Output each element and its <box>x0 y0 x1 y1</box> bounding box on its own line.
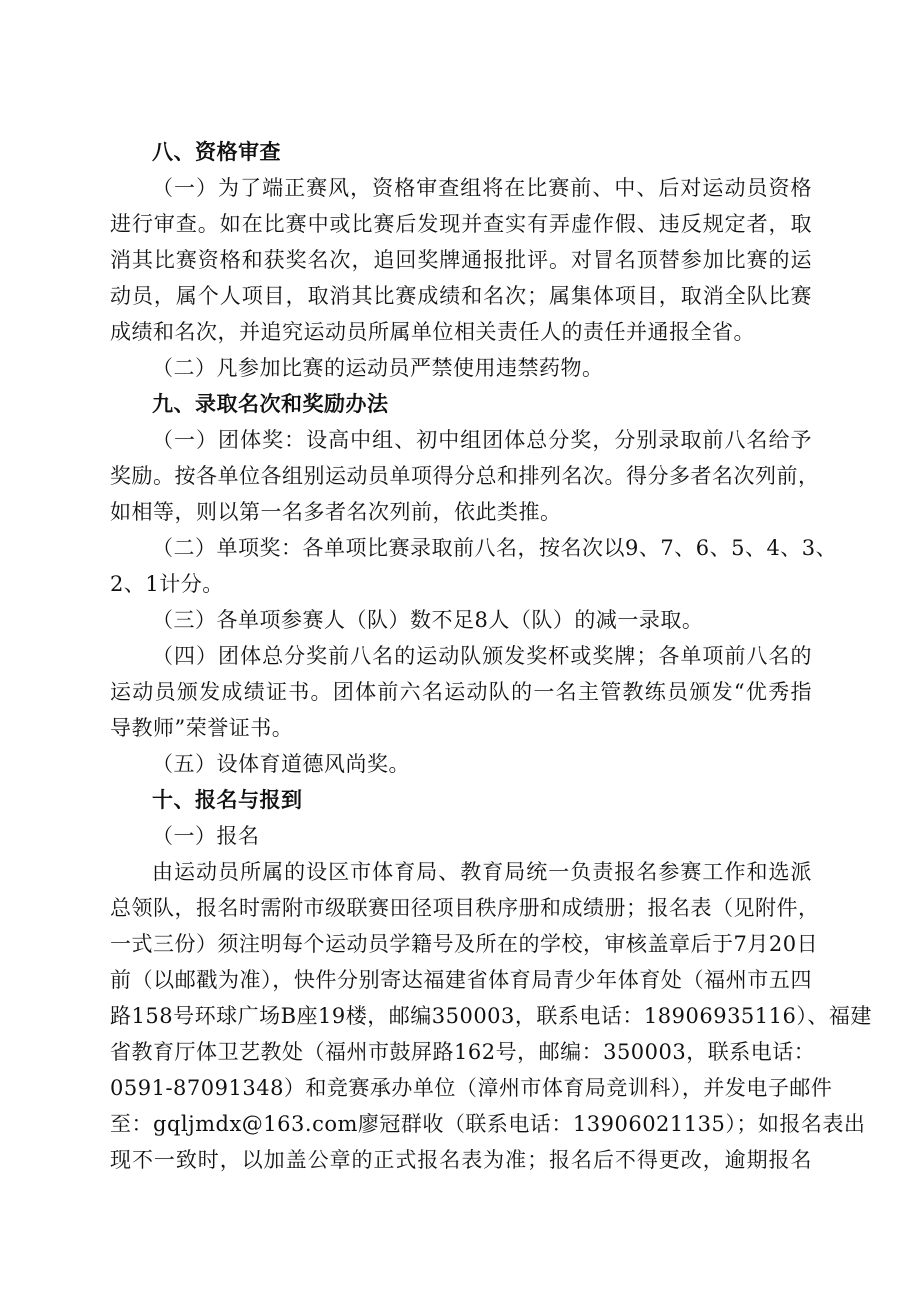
paragraph-line: 动员，属个人项目，取消其比赛成绩和名次；属集体项目，取消全队比赛 <box>110 284 812 308</box>
paragraph-line: 现不一致时，以加盖公章的正式报名表为准；报名后不得更改，逾期报名 <box>110 1148 812 1172</box>
paragraph-line: 路158号环球广场B座19楼，邮编350003，联系电话：18906935116）、福建 <box>110 1004 872 1028</box>
paragraph-line: （一）为了端正赛风，资格审查组将在比赛前、中、后对运动员资格 <box>152 176 812 200</box>
paragraph-line: 2、1计分。 <box>110 572 224 596</box>
paragraph-line: （四）团体总分奖前八名的运动队颁发奖杯或奖牌；各单项前八名的 <box>152 644 812 668</box>
section-heading-9: 九、录取名次和奖励办法 <box>152 392 389 416</box>
section-heading-10: 十、报名与报到 <box>152 788 303 812</box>
paragraph-line: 总领队，报名时需附市级联赛田径项目秩序册和成绩册；报名表（见附件， <box>110 896 820 920</box>
paragraph-line: （二）单项奖：各单项比赛录取前八名，按名次以9、7、6、5、4、3、 <box>152 536 838 560</box>
paragraph-line: 导教师”荣誉证书。 <box>110 716 294 740</box>
paragraph-line: 省教育厅体卫艺教处（福州市鼓屏路162号，邮编：350003，联系电话： <box>110 1040 816 1064</box>
paragraph-line: 成绩和名次，并追究运动员所属单位相关责任人的责任并通报全省。 <box>110 320 755 344</box>
paragraph-line: 由运动员所属的设区市体育局、教育局统一负责报名参赛工作和选派 <box>152 860 812 884</box>
paragraph-line: （二）凡参加比赛的运动员严禁使用违禁药物。 <box>152 356 604 380</box>
paragraph-line: （一）团体奖：设高中组、初中组团体总分奖，分别录取前八名给予 <box>152 428 812 452</box>
paragraph-line: 一式三份）须注明每个运动员学籍号及所在的学校，审核盖章后于7月20日 <box>110 932 819 956</box>
section-heading-8: 八、资格审查 <box>152 140 281 164</box>
paragraph-line: 运动员颁发成绩证书。团体前六名运动队的一名主管教练员颁发“优秀指 <box>110 680 812 704</box>
paragraph-line: 进行审查。如在比赛中或比赛后发现并查实有弄虚作假、违反规定者，取 <box>110 212 812 236</box>
paragraph-line: 奖励。按各单位各组别运动员单项得分总和排列名次。得分多者名次列前， <box>110 464 820 488</box>
paragraph-line: 如相等，则以第一名多者名次列前，依此类推。 <box>110 500 562 524</box>
paragraph-line: 0591-87091348）和竞赛承办单位（漳州市体育局竞训科），并发电子邮件 <box>110 1076 833 1100</box>
paragraph-line: 前（以邮戳为准），快件分别寄达福建省体育局青少年体育处（福州市五四 <box>110 968 812 992</box>
paragraph-line: （五）设体育道德风尚奖。 <box>152 752 410 776</box>
paragraph-line: 消其比赛资格和获奖名次，追回奖牌通报批评。对冒名顶替参加比赛的运 <box>110 248 812 272</box>
paragraph-line: （一）报名 <box>152 824 260 848</box>
paragraph-line: （三）各单项参赛人（队）数不足8人（队）的减一录取。 <box>152 608 704 632</box>
paragraph-line: 至：gqljmdx@163.com廖冠群收（联系电话：13906021135）；如报名表出 <box>110 1112 866 1136</box>
